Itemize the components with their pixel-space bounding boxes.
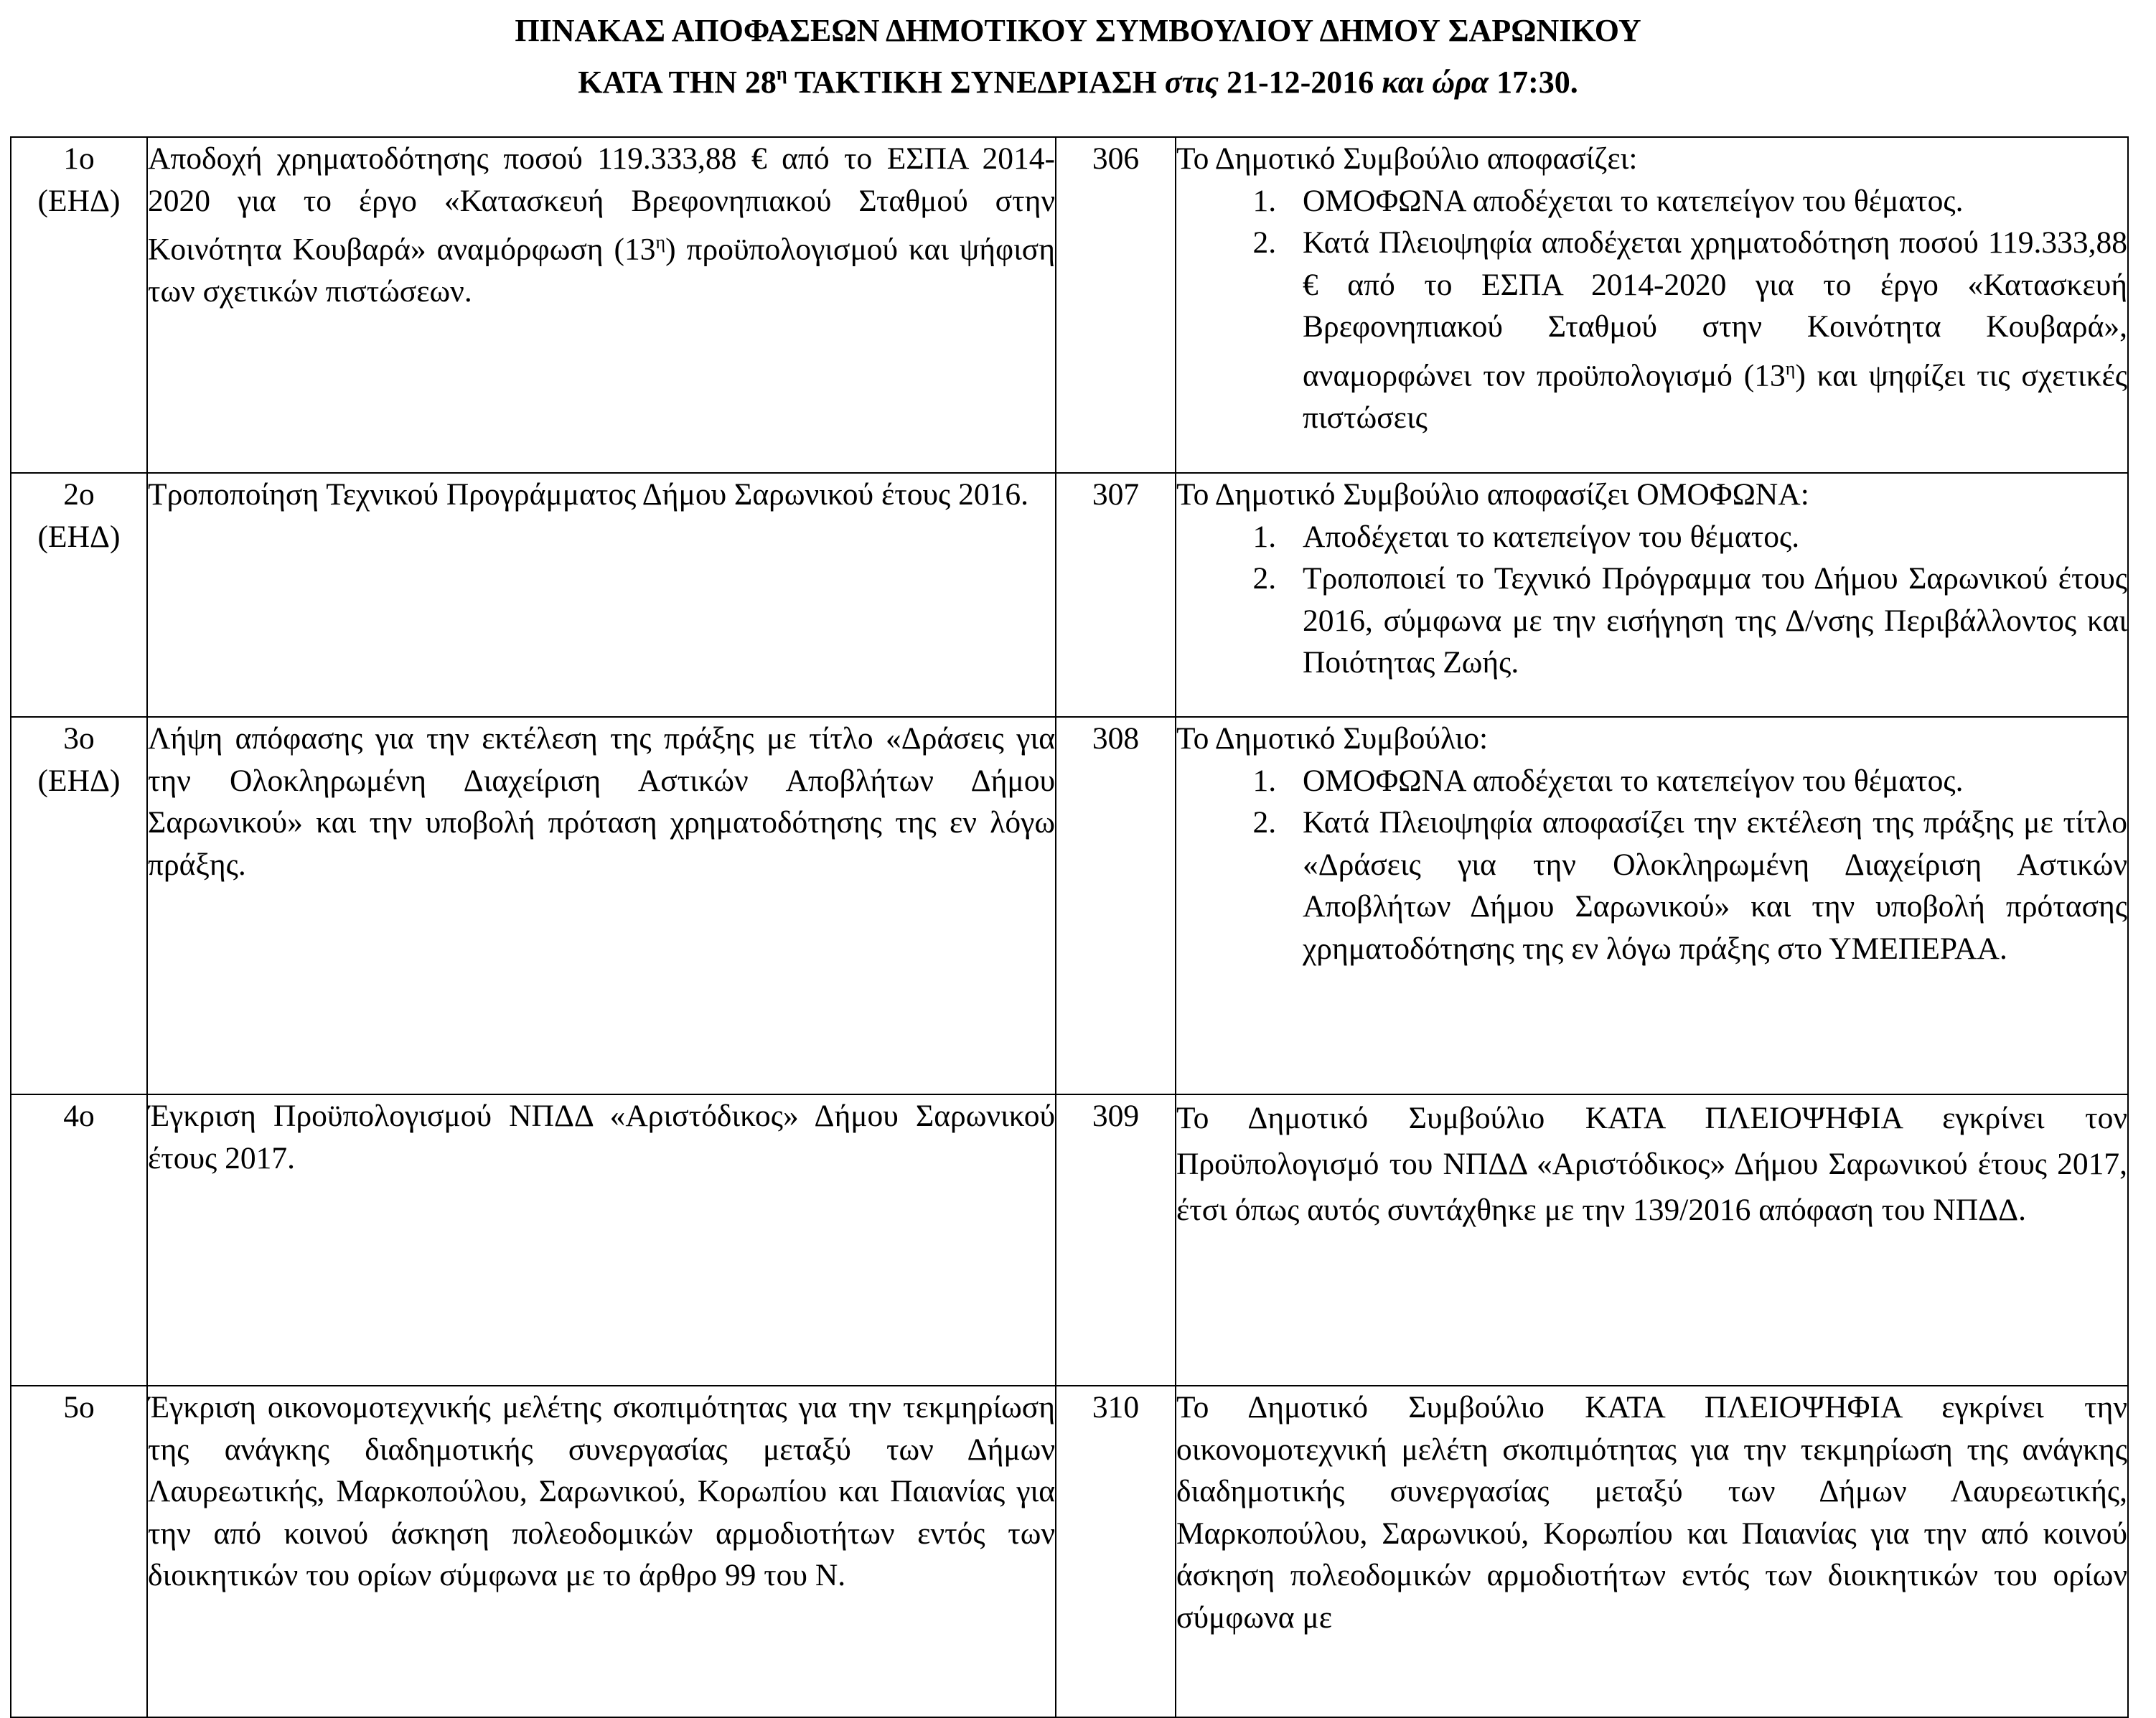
- subtitle-date: 21-12-2016: [1218, 65, 1382, 100]
- decision-item: 1. ΟΜΟΦΩΝΑ αποδέχεται το κατεπείγον του θέματος.: [1284, 760, 2127, 802]
- decision-cell: Το Δημοτικό Συμβούλιο ΚΑΤΑ ΠΛΕΙΟΨΗΦΙΑ εγκρίνει τον Προϋπολογισμό του ΝΠΔΔ «Αριστόδικος» Δήμου Σαρωνικού έτους 2017, έτσι όπως αυτός συντάχθηκε με την 139/2016 απόφαση του ΝΠΔΔ.: [1176, 1094, 2128, 1386]
- decision-number: 309: [1056, 1094, 1176, 1386]
- item-number: 5ο: [63, 1390, 95, 1424]
- item-number: 3ο: [63, 721, 95, 756]
- decision-item-text: ) και ψηφίζει τις σχετικές πιστώσεις: [1303, 358, 2127, 435]
- item-number: 2ο: [63, 477, 95, 512]
- subject-cell: Λήψη απόφασης για την εκτέλεση της πράξης με τίτλο «Δράσεις για την Ολοκληρωμένη Διαχείριση Αστικών Αποβλήτων Δήμου Σαρωνικού» και την υποβολή πρόταση χρηματοδότησης της εν λόγω πράξης.: [147, 717, 1056, 1094]
- decision-number: 306: [1056, 137, 1176, 473]
- table-row: [11, 473, 2128, 717]
- decision-intro: Το Δημοτικό Συμβούλιο αποφασίζει:: [1176, 141, 1638, 176]
- item-number: 4ο: [63, 1099, 95, 1133]
- decision-cell: [1176, 137, 2128, 473]
- table-row: [11, 1386, 2128, 1717]
- subtitle-part: και ώρα: [1382, 65, 1489, 100]
- item-note: (ΕΗΔ): [37, 763, 121, 798]
- decision-item: 2. Κατά Πλειοψηφία αποφασίζει την εκτέλεση της πράξης με τίτλο «Δράσεις για την Ολοκληρωμένη Διαχείριση Αστικών Αποβλήτων Δήμου Σαρωνικού» και την υποβολή πρότασης χρηματοδότησης της εν λόγω πράξης στο ΥΜΕΠΕΡΑΑ.: [1284, 802, 2127, 970]
- item-number: 1ο: [63, 141, 95, 176]
- subject-cell: Έγκριση Προϋπολογισμού ΝΠΔΔ «Αριστόδικος» Δήμου Σαρωνικού έτους 2017.: [147, 1094, 1056, 1386]
- decision-number: 308: [1056, 717, 1176, 1094]
- decision-item: 1. ΟΜΟΦΩΝΑ αποδέχεται το κατεπείγον του θέματος.: [1284, 180, 2127, 222]
- decision-item-text: Κατά Πλειοψηφία αποδέχεται χρηματοδότηση ποσού 119.333,88 € από το ΕΣΠΑ 2014-2020 για το έργο «Κατασκευή Βρεφονηπιακού Σταθμού στην Κοινότητα Κουβαρά», αναμορφώνει τον προϋπολογισμό (13: [1303, 225, 2127, 393]
- table-row: [11, 717, 2128, 1094]
- item-note: (ΕΗΔ): [37, 183, 121, 218]
- table-row: [11, 1094, 2128, 1386]
- item-number-cell: [11, 717, 147, 1094]
- table-row: [11, 137, 2128, 473]
- decision-item: [1284, 222, 2127, 438]
- subject-cell: [147, 137, 1056, 473]
- decision-item: 2. Τροποποιεί το Τεχνικό Πρόγραμμα του Δήμου Σαρωνικού έτους 2016, σύμφωνα με την εισήγηση της Δ/νσης Περιβάλλοντος και Ποιότητας Ζωής.: [1284, 558, 2127, 684]
- subject-text: Αποδοχή χρηματοδότησης ποσού 119.333,88 € από το ΕΣΠΑ 2014-2020 για το έργο «Κατασκευή Βρεφονηπιακού Σταθμού στην Κοινότητα Κουβαρά» αναμόρφωση (13: [148, 141, 1055, 267]
- superscript: η: [655, 232, 666, 253]
- decision-number: 307: [1056, 473, 1176, 717]
- subtitle-time: 17:30.: [1489, 65, 1578, 100]
- subtitle-sup: η: [776, 63, 787, 84]
- decision-intro: Το Δημοτικό Συμβούλιο:: [1176, 721, 1489, 756]
- page-subtitle: [0, 53, 2156, 103]
- subtitle-part: στις: [1164, 65, 1219, 100]
- subject-cell: Τροποποίηση Τεχνικού Προγράμματος Δήμου Σαρωνικού έτους 2016.: [147, 473, 1056, 717]
- item-number-cell: [11, 1386, 147, 1717]
- subtitle-part: ΚΑΤΑ ΤΗΝ 28: [578, 65, 777, 100]
- decision-intro: Το Δημοτικό Συμβούλιο αποφασίζει ΟΜΟΦΩΝΑ:: [1176, 477, 1809, 512]
- page-title: ΠΙΝΑΚΑΣ ΑΠΟΦΑΣΕΩΝ ΔΗΜΟΤΙΚΟΥ ΣΥΜΒΟΥΛΙΟΥ ΔΗΜΟΥ ΣΑΡΩΝΙΚΟΥ: [515, 13, 1641, 48]
- decision-cell: Το Δημοτικό Συμβούλιο ΚΑΤΑ ΠΛΕΙΟΨΗΦΙΑ εγκρίνει την οικονομοτεχνική μελέτη σκοπιμότητας για την τεκμηρίωση της ανάγκης διαδημοτικής συνεργασίας μεταξύ των Δήμων Λαυρεωτικής, Μαρκοπούλου, Σαρωνικού, Κορωπίου και Παιανίας για την από κοινού άσκηση πολεοδομικών αρμοδιοτήτων εντός των διοικητικών του ορίων σύμφωνα με: [1176, 1386, 2128, 1717]
- item-number-cell: [11, 473, 147, 717]
- decisions-table: [10, 136, 2129, 1718]
- subject-text: ) προϋπολογισμού και ψήφιση των σχετικών πιστώσεων.: [148, 232, 1055, 309]
- decision-item: 1. Αποδέχεται το κατεπείγον του θέματος.: [1284, 516, 2127, 558]
- subtitle-part: ΤΑΚΤΙΚΗ ΣΥΝΕΔΡΙΑΣΗ: [787, 65, 1165, 100]
- superscript: η: [1785, 357, 1796, 379]
- item-number-cell: [11, 1094, 147, 1386]
- decision-cell: [1176, 717, 2128, 1094]
- decision-number: 310: [1056, 1386, 1176, 1717]
- item-note: (ΕΗΔ): [37, 519, 121, 554]
- subject-cell: Έγκριση οικονομοτεχνικής μελέτης σκοπιμότητας για την τεκμηρίωση της ανάγκης διαδημοτικής συνεργασίας μεταξύ των Δήμων Λαυρεωτικής, Μαρκοπούλου, Σαρωνικού, Κορωπίου και Παιανίας για την από κοινού άσκηση πολεοδομικών αρμοδιοτήτων εντός των διοικητικών του ορίων σύμφωνα με το άρθρο 99 του Ν.: [147, 1386, 1056, 1717]
- decision-cell: [1176, 473, 2128, 717]
- item-number-cell: [11, 137, 147, 473]
